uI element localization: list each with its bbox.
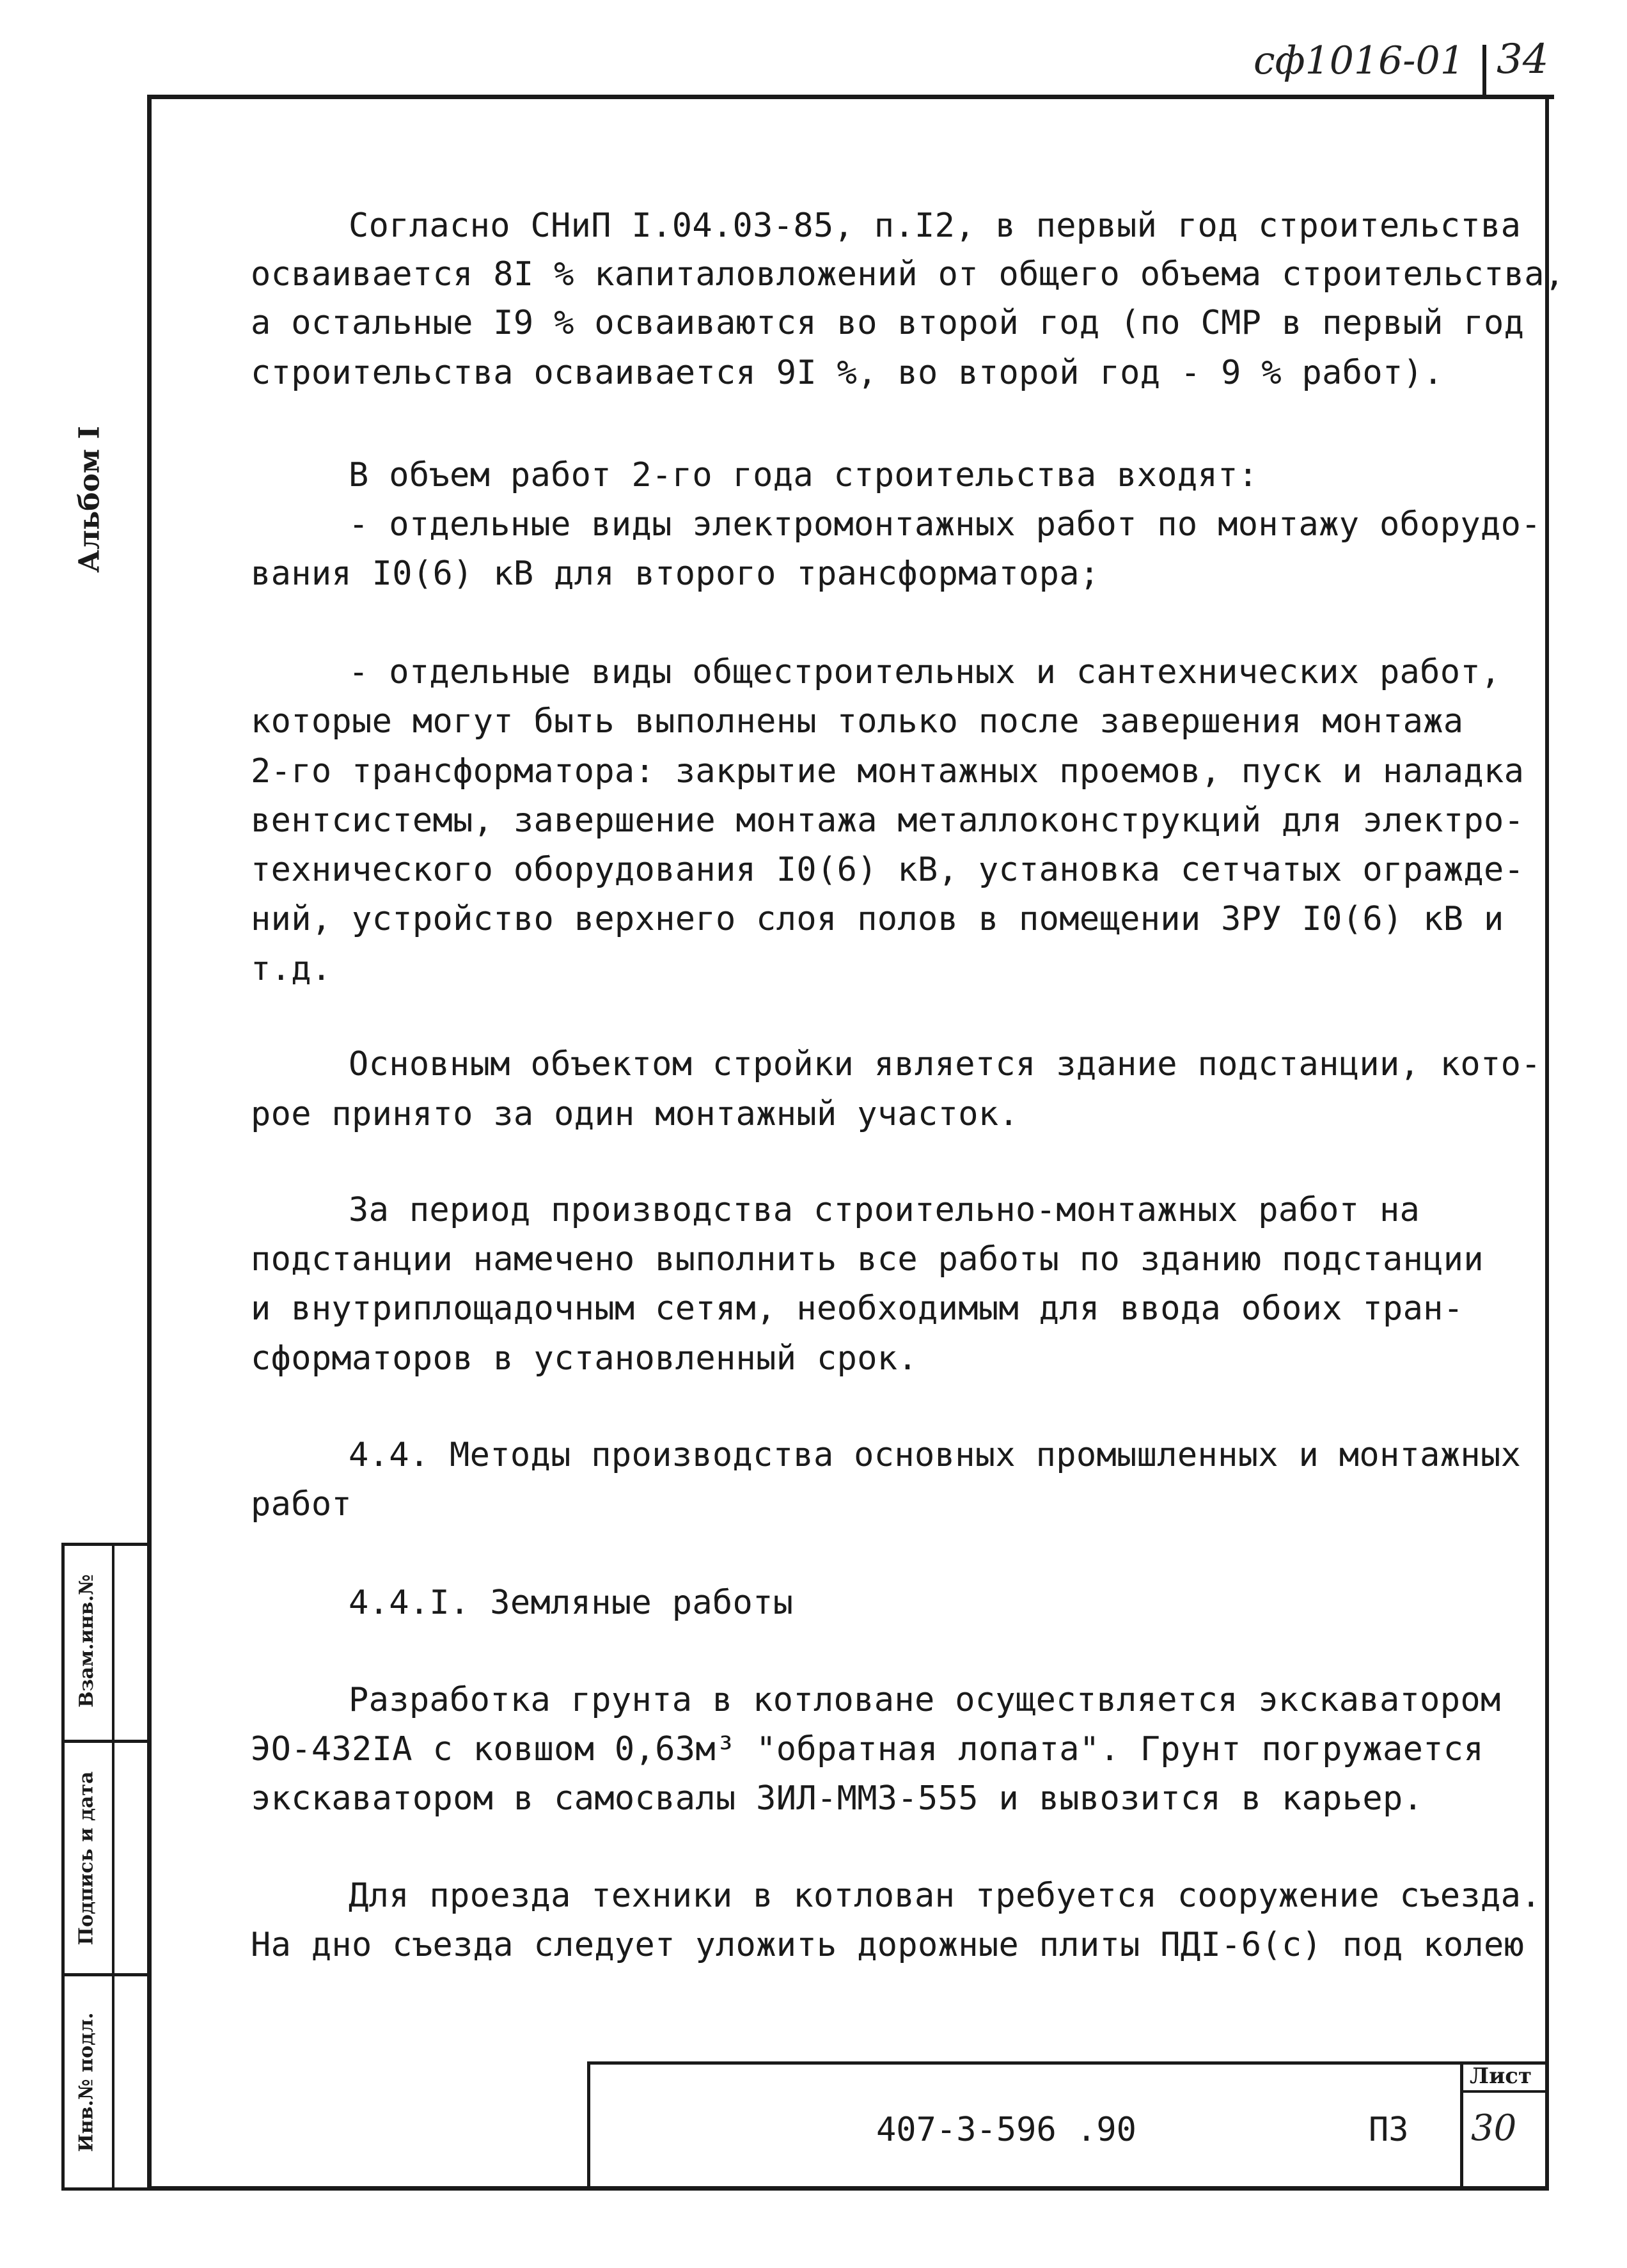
text-line: рое принято за один монтажный участок. xyxy=(251,1095,1019,1133)
title-block-document-code: 407-3-596 .90 xyxy=(876,2111,1136,2149)
text-line: Для проезда техники в котлован требуется сооружение съезда. xyxy=(349,1877,1541,1915)
side-label-wrap-2 xyxy=(0,1771,185,1945)
title-block-sheet-header-line xyxy=(1460,2090,1549,2093)
section-heading: 4.4. Методы производства основных промышленных и монтажных xyxy=(349,1436,1521,1474)
subsection-heading: 4.4.I. Земляные работы xyxy=(349,1584,794,1622)
text-line: В объем работ 2-го года строительства входят: xyxy=(349,456,1259,494)
document-code-handwritten: сф1016-01 xyxy=(1254,38,1465,83)
text-line: сформаторов в установленный срок. xyxy=(251,1339,918,1378)
side-label-original-inventory: Инв.№ подл. xyxy=(75,2012,98,2152)
text-line: вентсистемы, завершение монтажа металлоконструкций для электро- xyxy=(251,801,1525,840)
text-line: 2-го трансформатора: закрытие монтажных проемов, пуск и наладка xyxy=(251,752,1525,791)
text-line: - отдельные виды общестроительных и сантехнических работ, xyxy=(349,653,1501,691)
album-label: Альбом I xyxy=(73,425,106,573)
title-block-top-border xyxy=(587,2061,1549,2065)
header-divider xyxy=(1482,45,1486,97)
frame-top-border xyxy=(147,95,1554,99)
title-block-sheet-divider xyxy=(1460,2061,1463,2191)
side-stamp-separator-1 xyxy=(61,1740,152,1743)
text-line: подстанции намечено выполнить все работы по зданию подстанции xyxy=(251,1240,1484,1279)
text-line: Основным объектом стройки является здание подстанции, кото- xyxy=(349,1045,1541,1083)
text-line: и внутриплощадочным сетям, необходимым для ввода обоих тран- xyxy=(251,1289,1464,1328)
text-line: За период производства строительно-монтажных работ на xyxy=(349,1191,1420,1229)
title-block-left-border xyxy=(587,2061,590,2191)
album-label-wrap xyxy=(0,425,185,573)
section-heading-cont: работ xyxy=(251,1485,352,1524)
side-label-wrap-3 xyxy=(0,2012,185,2152)
title-block-sheet-label: Лист xyxy=(1470,2063,1532,2089)
text-line: которые могут быть выполнены только после завершения монтажа xyxy=(251,702,1464,741)
text-line: ЭО-432IА с ковшом 0,63м³ "обратная лопата". Грунт погружается xyxy=(251,1730,1484,1768)
title-block-sheet-number: 30 xyxy=(1471,2107,1517,2149)
side-stamp-separator-2 xyxy=(61,1973,152,1976)
text-line: ний, устройство верхнего слоя полов в помещении ЗРУ I0(6) кВ и xyxy=(251,900,1504,938)
text-line: строительства осваивается 9I %, во второй год - 9 % работ). xyxy=(251,354,1443,392)
text-line: Разработка грунта в котловане осуществляется экскаватором xyxy=(349,1681,1501,1719)
frame-bottom-border xyxy=(147,2186,1549,2191)
text-line: осваивается 8I % капиталовложений от общего объема строительства, xyxy=(251,255,1565,294)
side-label-signature-date: Подпись и дата xyxy=(75,1771,98,1945)
text-line: т.д. xyxy=(251,950,332,988)
page-number-handwritten: 34 xyxy=(1497,36,1549,83)
text-line: а остальные I9 % осваиваются во второй год (по СМР в первый год xyxy=(251,304,1525,342)
frame-right-border xyxy=(1545,95,1549,2189)
text-line: экскаватором в самосвалы ЗИЛ-ММЗ-555 и вывозится в карьер. xyxy=(251,1779,1424,1818)
title-block-section: ПЗ xyxy=(1369,2111,1409,2149)
text-line: - отдельные виды электромонтажных работ по монтажу оборудо- xyxy=(349,505,1541,544)
text-line: На дно съезда следует уложить дорожные плиты ПДI-6(с) под колею xyxy=(251,1926,1525,1964)
side-label-replacement-inventory: Взам.инв.№ xyxy=(75,1573,98,1708)
text-line: вания I0(6) кВ для второго трансформатора; xyxy=(251,555,1100,593)
side-label-wrap-1 xyxy=(0,1573,185,1708)
text-line: технического оборудования I0(6) кВ, установка сетчатых огражде- xyxy=(251,851,1525,889)
text-line: Согласно СНиП I.04.03-85, п.I2, в первый год строительства xyxy=(349,207,1521,245)
